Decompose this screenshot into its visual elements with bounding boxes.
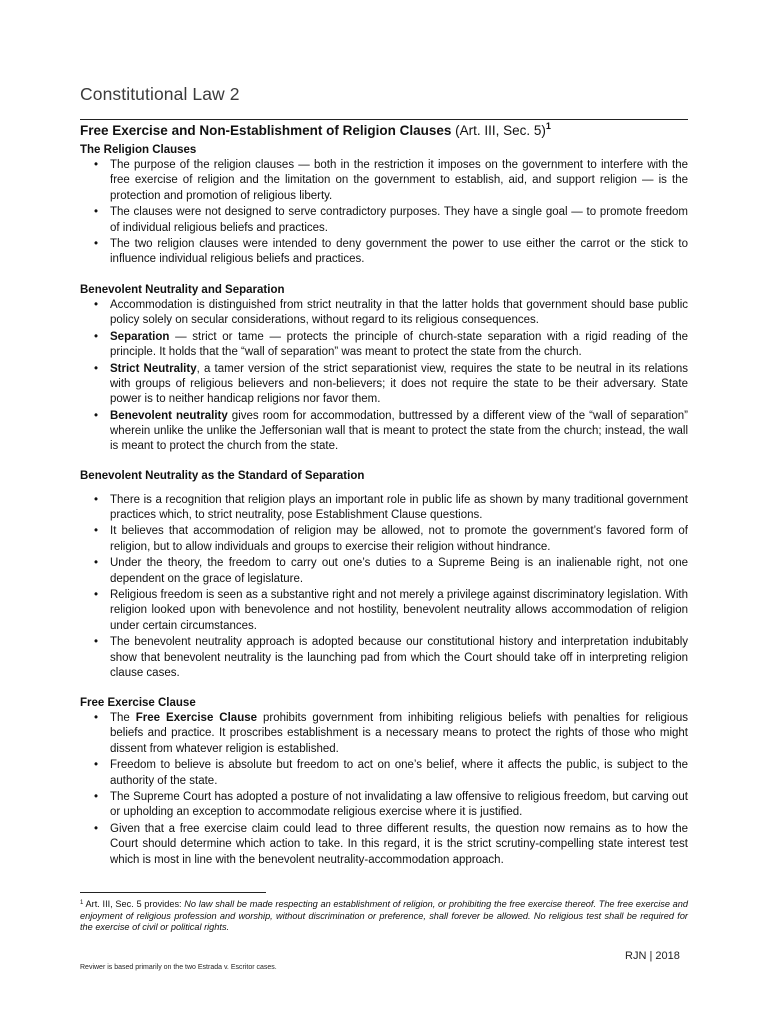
bullet-item: • The two religion clauses were intended to deny government the power to use either the carrot or the stick to influence individual religious beliefs and practices. <box>110 237 688 267</box>
defined-term: Strict Neutrality <box>110 362 197 375</box>
bullet-item: • The Supreme Court has adopted a posture of not invalidating a law offensive to religious freedom, but carving out or upholding an exception to accommodate religious exercise where it is justified. <box>110 790 688 820</box>
bullet-item: • It believes that accommodation of religion may be allowed, not to promote the government’s favored form of religion, but to allow individuals and groups to exercise their religion without hindrance. <box>110 524 688 554</box>
bullet-item: • Given that a free exercise claim could lead to three different results, the question now remains as to how the Court should determine which action to take. In this regard, it is the strict scrutiny-compelling state interest test which is most in line with the benevolent neutrality-accommodation approach. <box>110 822 688 868</box>
bullet-item: • The benevolent neutrality approach is adopted because our constitutional history and interpretation indubitably show that benevolent neutrality is the launching pad from which the Court should take off in interpreting religion clause cases. <box>110 635 688 681</box>
bullet-item: • Under the theory, the freedom to carry out one’s duties to a Supreme Being is an inalienable right, not one dependent on the grace of legislature. <box>110 556 688 586</box>
bullet-list <box>80 711 688 868</box>
document-body <box>80 143 688 869</box>
bullet-item <box>110 409 688 455</box>
footnote-marker: 1 <box>80 900 84 906</box>
footnote-lead: Art. III, Sec. 5 provides: <box>83 899 185 909</box>
bullet-list <box>80 158 688 267</box>
subsection-heading: Benevolent Neutrality as the Standard of Separation <box>80 470 365 483</box>
footnote <box>80 899 688 934</box>
subsection-heading: Benevolent Neutrality and Separation <box>80 283 285 296</box>
document-title: Constitutional Law 2 <box>80 84 240 104</box>
bullet-text: , a tamer version of the strict separationist view, requires the state to be neutral in its relations with groups of religious believers and non-believers; it does not require the state to be their adversary. State power is to neither handicap religions nor favor them. <box>110 362 688 406</box>
subsection-heading: Free Exercise Clause <box>80 697 196 709</box>
bullet-item: • The purpose of the religion clauses — both in the restriction it imposes on the government to interfere with the free exercise of religion and the limitation on the government to establish, aid, and support religion — is the protection and promotion of religious liberty. <box>110 158 688 204</box>
bullet-item <box>110 711 688 757</box>
bullet-item <box>110 330 688 360</box>
bottom-note: Reviwer is based primarily on the two Estrada v. Escritor cases. <box>80 964 277 971</box>
bullet-text: gives room for accommodation, buttressed by a different view of the “wall of separation” wherein unlike the unlike the Jeffersonian wall that is meant to protect the state from the church; instead, the wall is meant to protect the church from the state. <box>110 409 688 453</box>
bullet-item: • Religious freedom is seen as a substantive right and not merely a privilege against discriminatory legislation. With religion looked upon with benevolence and not hostility, benevolent neutrality allows accommodation of religion under certain circumstances. <box>110 588 688 634</box>
section-title-ref: (Art. III, Sec. 5) <box>451 123 546 138</box>
bullet-text: — strict or tame — protects the principle of church-state separation with a rigid reading of the principle. It holds that the “wall of separation” was meant to protect the state from the church. <box>110 330 688 358</box>
defined-term: Free Exercise Clause <box>135 712 258 725</box>
bullet-item: • The clauses were not designed to serve contradictory purposes. They have a single goal — to promote freedom of individual religious beliefs and practices. <box>110 205 688 235</box>
subsection-heading: The Religion Clauses <box>80 144 197 156</box>
page-footer-mark: RJN | 2018 <box>625 950 680 962</box>
bullet-item <box>110 362 688 408</box>
bullet-item: • Accommodation is distinguished from strict neutrality in that the latter holds that government should base public policy solely on secular considerations, without regard to its religious consequences. <box>110 298 688 328</box>
footnote-reference[interactable]: 1 <box>545 121 551 131</box>
bullet-list <box>80 298 688 455</box>
footnote-quote: No law shall be made respecting an establishment of religion, or prohibiting the free exercise thereof. The free exercise and enjoyment of religious profession and worship, without discrimination or preference, shall forever be allowed. No religious test shall be required for the exercise of civil or political rights. <box>80 899 688 933</box>
bullet-lead-text: The <box>110 712 136 725</box>
section-title <box>80 119 688 139</box>
bullet-item: • Freedom to believe is absolute but freedom to act on one’s belief, where it affects the public, is subject to the authority of the state. <box>110 758 688 788</box>
bullet-text: prohibits government from inhibiting religious beliefs with penalties for religious beliefs and practice. It proscribes establishment is a necessary means to protect the rights of those who might dissent from whatever religion is established. <box>110 712 689 755</box>
defined-term: Separation <box>110 330 170 343</box>
footnote-divider <box>80 892 266 893</box>
defined-term: Benevolent neutrality <box>110 409 228 422</box>
bullet-item: • There is a recognition that religion plays an important role in public life as shown by many traditional government practices which, to strict neutrality, pose Establishment Clause questions. <box>110 493 688 523</box>
section-title-main: Free Exercise and Non-Establishment of Religion Clauses <box>80 123 452 138</box>
bullet-list <box>80 493 688 681</box>
